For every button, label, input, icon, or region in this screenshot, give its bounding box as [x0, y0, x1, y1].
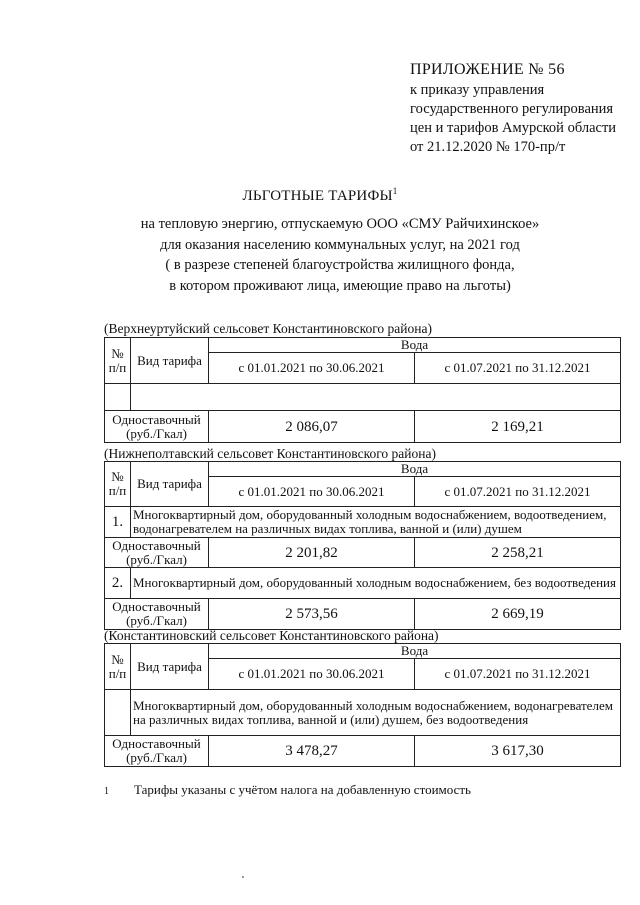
- header-resource: Вода: [209, 462, 621, 477]
- row-description: Многоквартирный дом, оборудованный холодным водоснабжением, без водоотведения: [131, 568, 621, 599]
- header-num: № п/п: [105, 644, 131, 690]
- tariff-value-period-1: 2 201,82: [209, 538, 415, 568]
- tariff-label: Одноставочный (руб./Гкал): [105, 538, 209, 568]
- header-period-2: с 01.07.2021 по 31.12.2021: [415, 659, 621, 690]
- footnote: [104, 782, 471, 798]
- header-num: № п/п: [105, 338, 131, 384]
- tariff-table-3: [104, 643, 621, 767]
- document-subtitle: [110, 214, 570, 296]
- document-title: [0, 186, 640, 205]
- tariff-value-period-2: 3 617,30: [415, 736, 621, 767]
- appendix-line: от 21.12.2020 № 170-пр/т: [410, 139, 566, 155]
- tariff-value-period-1: 2 086,07: [209, 411, 415, 443]
- tariff-label: Одноставочный (руб./Гкал): [105, 411, 209, 443]
- header-tariff-type: Вид тарифа: [131, 338, 209, 384]
- header-resource: Вода: [209, 644, 621, 659]
- tariff-value-period-1: 3 478,27: [209, 736, 415, 767]
- row-description: [131, 384, 621, 411]
- appendix-line: к приказу управления: [410, 82, 545, 98]
- appendix-block: [410, 60, 638, 157]
- header-tariff-type: Вид тарифа: [131, 462, 209, 507]
- subtitle-line: для оказания населению коммунальных услуг, на 2021 год: [160, 236, 520, 253]
- tariff-value-period-2: 2 669,19: [415, 599, 621, 630]
- tariff-table-1: [104, 337, 621, 443]
- header-period-2: с 01.07.2021 по 31.12.2021: [415, 477, 621, 507]
- row-description: Многоквартирный дом, оборудованный холодным водоснабжением, водоотведением, водонагревателем на различных видах топлива, ванной и (или) душем: [131, 507, 621, 538]
- footnote-text: Тарифы указаны с учётом налога на добавленную стоимость: [134, 782, 471, 797]
- tariff-value-period-2: 2 169,21: [415, 411, 621, 443]
- subtitle-line: на тепловую энергию, отпускаемую ООО «СМУ Райчихинское»: [140, 216, 540, 232]
- appendix-line: цен и тарифов Амурской области: [410, 120, 617, 136]
- footnote-mark: 1: [104, 786, 109, 797]
- scan-speck: [242, 876, 244, 878]
- header-period-1: с 01.01.2021 по 30.06.2021: [209, 353, 415, 384]
- region-label-2: (Нижнеполтавский сельсовет Константиновского района): [104, 446, 436, 461]
- appendix-heading: ПРИЛОЖЕНИЕ № 56: [410, 61, 565, 78]
- header-period-1: с 01.01.2021 по 30.06.2021: [209, 477, 415, 507]
- header-num: № п/п: [105, 462, 131, 507]
- header-period-2: с 01.07.2021 по 31.12.2021: [415, 353, 621, 384]
- title-footnote-mark: 1: [392, 186, 398, 196]
- appendix-line: государственного регулирования: [410, 101, 614, 117]
- tariff-value-period-1: 2 573,56: [209, 599, 415, 630]
- row-num: 2.: [105, 568, 131, 599]
- subtitle-line: ( в разрезе степеней благоустройства жилищного фонда,: [165, 257, 515, 273]
- header-tariff-type: Вид тарифа: [131, 644, 209, 690]
- header-period-1: с 01.01.2021 по 30.06.2021: [209, 659, 415, 690]
- tariff-table-2: [104, 461, 621, 630]
- row-description: Многоквартирный дом, оборудованный холодным водоснабжением, водонагревателем на различных видах топлива, ванной и (или) душем, без водоотведения: [131, 690, 621, 736]
- tariff-label: Одноставочный (руб./Гкал): [105, 599, 209, 630]
- region-label-3: (Константиновский сельсовет Константиновского района): [104, 628, 439, 643]
- title-text: ЛЬГОТНЫЕ ТАРИФЫ: [242, 188, 393, 204]
- row-num: [105, 384, 131, 411]
- header-resource: Вода: [209, 338, 621, 353]
- region-label-1: (Верхнеуртуйский сельсовет Константиновского района): [104, 321, 432, 336]
- tariff-label: Одноставочный (руб./Гкал): [105, 736, 209, 767]
- row-num: 1.: [105, 507, 131, 538]
- row-num: [105, 690, 131, 736]
- subtitle-line: в котором проживают лица, имеющие право на льготы): [169, 277, 511, 294]
- tariff-value-period-2: 2 258,21: [415, 538, 621, 568]
